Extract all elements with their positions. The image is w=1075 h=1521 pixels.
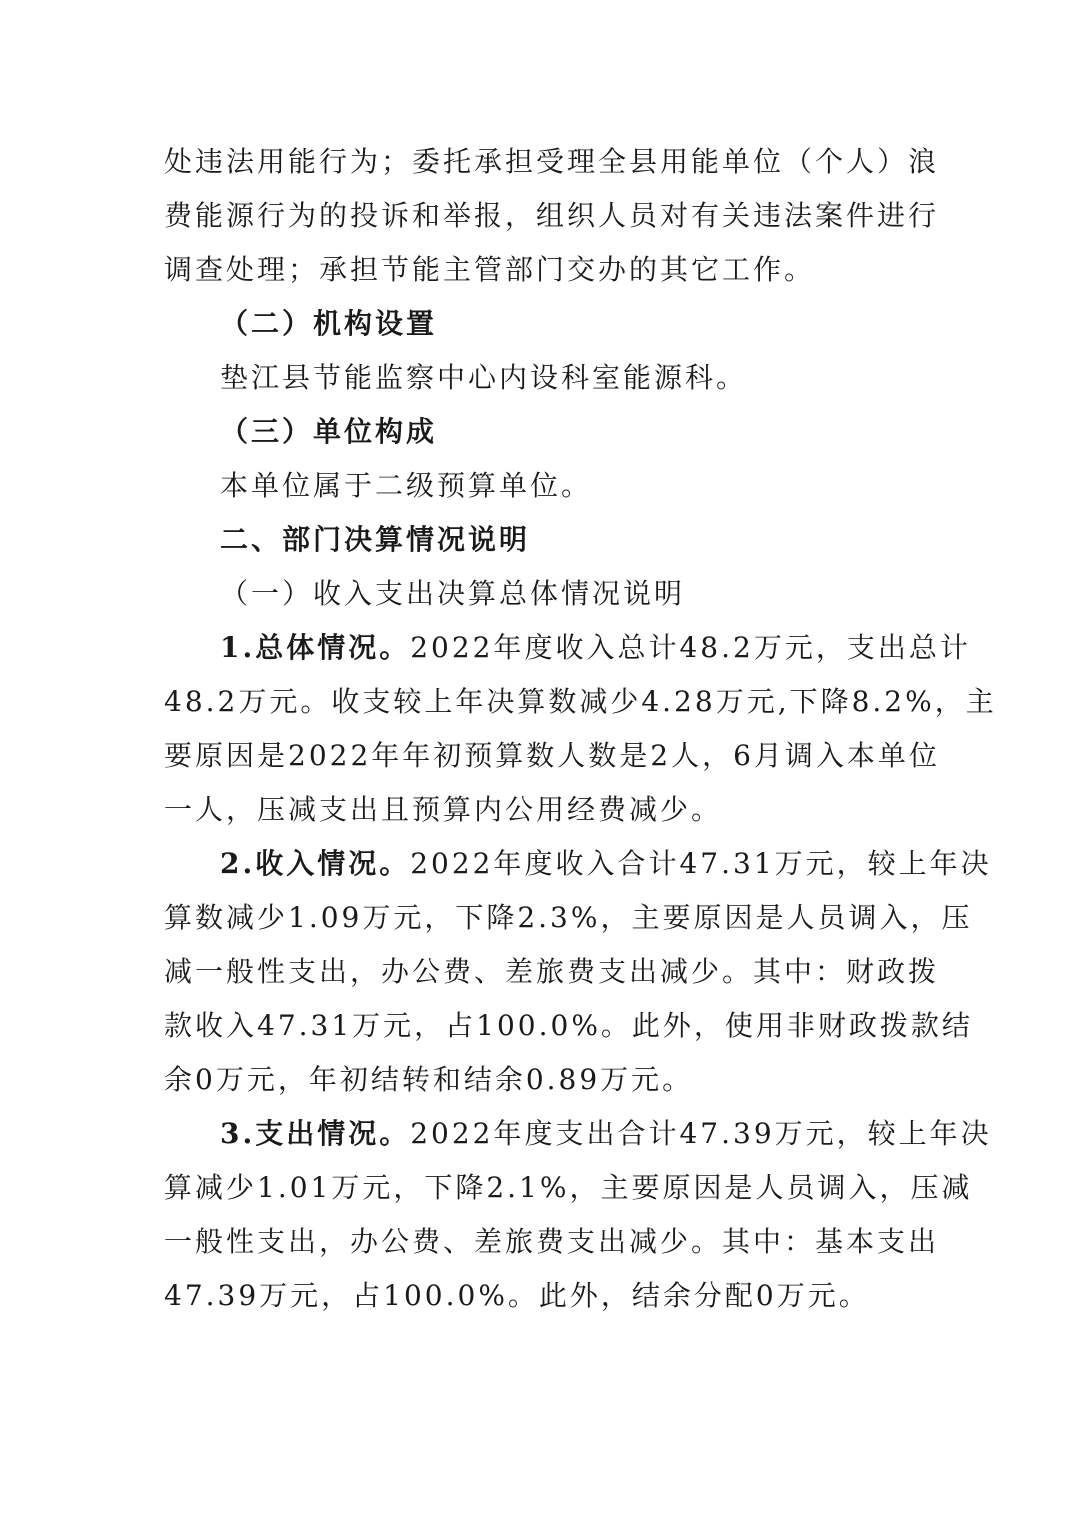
- paragraph-line: 处违法用能行为；委托承担受理全县用能单位（个人）浪: [164, 145, 940, 178]
- paragraph-line: 减一般性支出，办公费、差旅费支出减少。其中：财政拨: [164, 955, 940, 988]
- income-text: 2022年度收入合计47.31万元，较上年决: [410, 847, 992, 880]
- paragraph-line: 余0万元，年初结转和结余0.89万元。: [164, 1063, 694, 1096]
- expense-text: 2022年度支出合计47.39万元，较上年决: [410, 1117, 992, 1150]
- paragraph-org-setup: 垫江县节能监察中心内设科室能源科。: [220, 361, 748, 394]
- paragraph-line: 一人，压减支出且预算内公用经费减少。: [164, 793, 723, 826]
- heading-subsection-1: （一）收入支出决算总体情况说明: [220, 577, 686, 610]
- paragraph-line: 算数减少1.09万元，下降2.3%，主要原因是人员调入，压: [164, 901, 973, 934]
- paragraph-line: 一般性支出，办公费、差旅费支出减少。其中：基本支出: [164, 1225, 940, 1258]
- income-lead: 2.收入情况。: [220, 847, 411, 880]
- paragraph-unit-composition: 本单位属于二级预算单位。: [220, 469, 593, 502]
- overall-first-line: [220, 621, 971, 675]
- expense-lead: 3.支出情况。: [220, 1117, 411, 1150]
- paragraph-line: 要原因是2022年年初预算数人数是2人，6月调入本单位: [164, 739, 940, 772]
- income-first-line: [220, 837, 992, 891]
- paragraph-line: 费能源行为的投诉和举报，组织人员对有关违法案件进行: [164, 199, 940, 232]
- paragraph-line: 算减少1.01万元，下降2.1%，主要原因是人员调入，压减: [164, 1171, 973, 1204]
- expense-first-line: [220, 1107, 992, 1161]
- paragraph-line: 48.2万元。收支较上年决算数减少4.28万元,下降8.2%，主: [164, 685, 997, 718]
- paragraph-line: 款收入47.31万元，占100.0%。此外，使用非财政拨款结: [164, 1009, 973, 1042]
- heading-section-2: 二、部门决算情况说明: [220, 523, 531, 556]
- paragraph-line: 调查处理；承担节能主管部门交办的其它工作。: [164, 253, 816, 286]
- overall-lead: 1.总体情况。: [220, 631, 411, 664]
- paragraph-line: 47.39万元，占100.0%。此外，结余分配0万元。: [164, 1279, 870, 1312]
- heading-org-setup: （二）机构设置: [220, 307, 438, 340]
- overall-text: 2022年度收入总计48.2万元，支出总计: [410, 631, 971, 664]
- heading-unit-composition: （三）单位构成: [220, 415, 438, 448]
